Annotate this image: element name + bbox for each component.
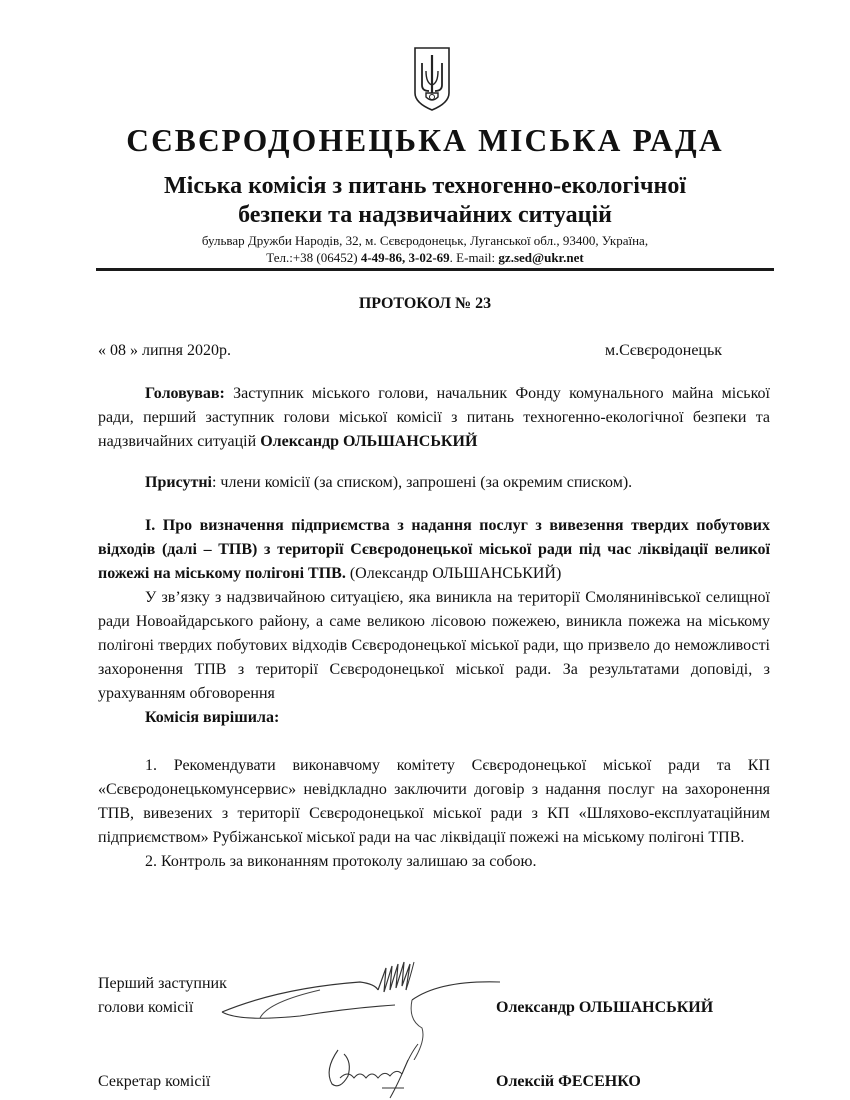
present-label: Присутні — [145, 474, 212, 491]
agenda-item-body-text: У зв’язку з надзвичайною ситуацією, яка виникла на території Смолянинівської селищної ради Новоайдарського району, а саме великою лісовою пожежею, виникла пожежа на міському полігоні твердих побутових відходів Сєвєродонецької міської ради, що призвело до неможливості захоронення ТПВ з території Сєвєродонецької міської ради. За результатами доповіді, з урахуванням обговорення — [98, 589, 770, 702]
resolution-text: 2. Контроль за виконанням протоколу залишаю за собою. — [145, 853, 537, 870]
handwritten-signature-icon — [318, 1040, 428, 1100]
contacts-line — [0, 250, 850, 266]
present-text: : члени комісії (за списком), запрошені (за окремим списком). — [211, 474, 633, 491]
signatory-position-line1: Перший заступник — [98, 975, 227, 992]
protocol-date: « 08 » липня 2020р. — [98, 342, 232, 359]
protocol-body — [98, 382, 770, 874]
phone-numbers: 4-49-86, 3-02-69 — [360, 250, 450, 265]
chair-name: Олександр ОЛЬШАНСЬКИЙ — [260, 433, 478, 450]
address-line: бульвар Дружби Народів, 32, м. Сєвєродонецьк, Луганської обл., 93400, Україна, — [201, 233, 649, 248]
resolution-item — [98, 850, 770, 874]
commission-title-line2: безпеки та надзвичайних ситуацій — [238, 202, 612, 228]
organization-title: СЄВЄРОДОНЕЦЬКА МІСЬКА РАДА — [126, 123, 724, 158]
decision-label-paragraph — [98, 706, 770, 730]
agenda-item-speaker: (Олександр ОЛЬШАНСЬКИЙ) — [345, 565, 562, 582]
protocol-city: м.Сєвєродонецьк — [605, 342, 723, 359]
present-paragraph — [98, 471, 770, 495]
email-prefix: . E-mail: — [449, 250, 499, 265]
protocol-title: ПРОТОКОЛ № 23 — [358, 295, 492, 312]
decision-label: Комісія вирішила: — [145, 709, 280, 726]
resolution-item — [98, 754, 770, 850]
resolution-text: 1. Рекомендувати виконавчому комітету Сєвєродонецької міської ради та КП «Сєвєродонецькомунсервис» невідкладно заключити договір з надання послуг на захоронення ТПВ, вивезених з території Сєвєродонецької міської ради з КП «Шляхово-експлуатаційним підприємством» Рубіжанської міської ради на час ліквідації пожежі на міському полігоні ТПВ. — [98, 757, 770, 846]
agenda-item-heading — [98, 514, 770, 586]
signatory-name: Олексій ФЕСЕНКО — [496, 1073, 641, 1090]
phone-prefix: Тел.:+38 (06452) — [266, 250, 361, 265]
signatory-position: Секретар комісії — [98, 1073, 211, 1090]
chaired-paragraph — [98, 382, 770, 454]
trident-coat-of-arms-icon — [412, 45, 452, 113]
chaired-text: Заступник міського голови, начальник Фонду комунального майна міської ради, перший заступник голови міської комісії з питань техногенно-екологічної безпеки та надзвичайних ситуацій — [98, 385, 770, 450]
chaired-label: Головував: — [145, 385, 225, 402]
email-link[interactable]: gz.sed@ukr.net — [498, 250, 584, 265]
agenda-item-body — [98, 586, 770, 706]
signatory-position-line2: голови комісії — [98, 999, 194, 1016]
signatory-name: Олександр ОЛЬШАНСЬКИЙ — [496, 999, 714, 1016]
header-divider — [96, 268, 774, 271]
agenda-item-title: І. Про визначення підприємства з надання послуг з вивезення твердих побутових відходів (далі – ТПВ) з території Сєвєродонецької міської ради під час ліквідації великої пожежі на міському полігоні ТПВ. — [98, 517, 770, 582]
commission-title-line1: Міська комісія з питань техногенно-екологічної — [164, 173, 686, 199]
